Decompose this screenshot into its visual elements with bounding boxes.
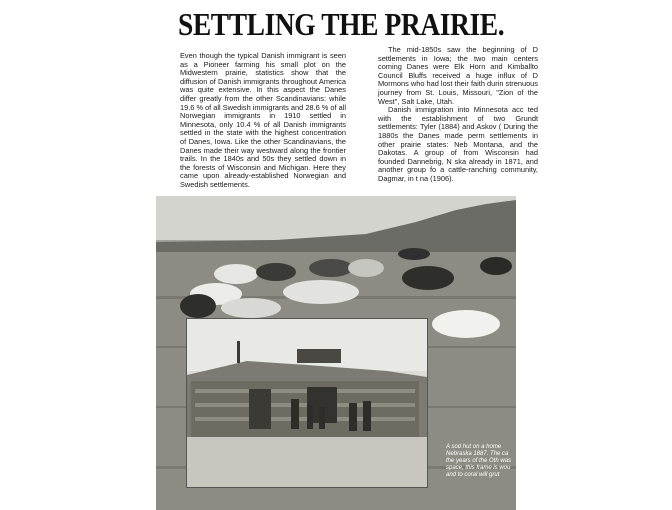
magazine-page [156, 0, 538, 510]
article-paragraph: Danish immigration into Minnesota acc ted with the establishment of two Grundt settlements: Tyler (1884) and Askov ( During the 1880s the Danes made perm settlements in other prairie states: Neb Montana, and the Dakotas. A group of from Wisconsin had founded Dannebrig, N ska already in 1871, and another group fo a cattle-ranching community, Dagmar, in t na (1906). [378, 105, 538, 183]
article-column-right [378, 46, 538, 184]
photo-caption: A sod hut on a home Nebraska 1887. The ca the years of the Oth was space, this frame is wou and to coral will grut [446, 444, 512, 478]
article-title: SETTLING THE PRAIRIE. [178, 6, 505, 42]
article-paragraph: The mid-1850s saw the beginning of D settlements in Iowa; the two main centers coming Danes were Elk Horn and Kimballto Council Bluffs received a huge influx of D Mormons who had lost their faith durin strenuous journey from St. Louis, Missouri, "Zion of the West", Salt Lake, Utah. [378, 45, 538, 106]
article-column-left: Even though the typical Danish immigrant is seen as a Pioneer farming his small plot on the Midwestern prairie, statistics show that the diffusion of Danish immigrants throughout America was quite extensive. In this aspect the Danes differ greatly from the other Scandinavians: while 19.6 % of all Swedish immigrants and 28.6 % of all Norwegian immigrants in 1910 settled in Minnesota, only 10.4 % of all Danish immigrants settled in the state with the highest concentration of Danes, Iowa. Like the other Scandinavians, the Danes made their way westward along the frontier trails. In the 1840s and 50s they settled down in the forests of Wisconsin and Michigan. Here they came upon already-established Norwegian and Swedish settlements. [180, 51, 346, 189]
sod-house-inset-photo [186, 318, 428, 488]
